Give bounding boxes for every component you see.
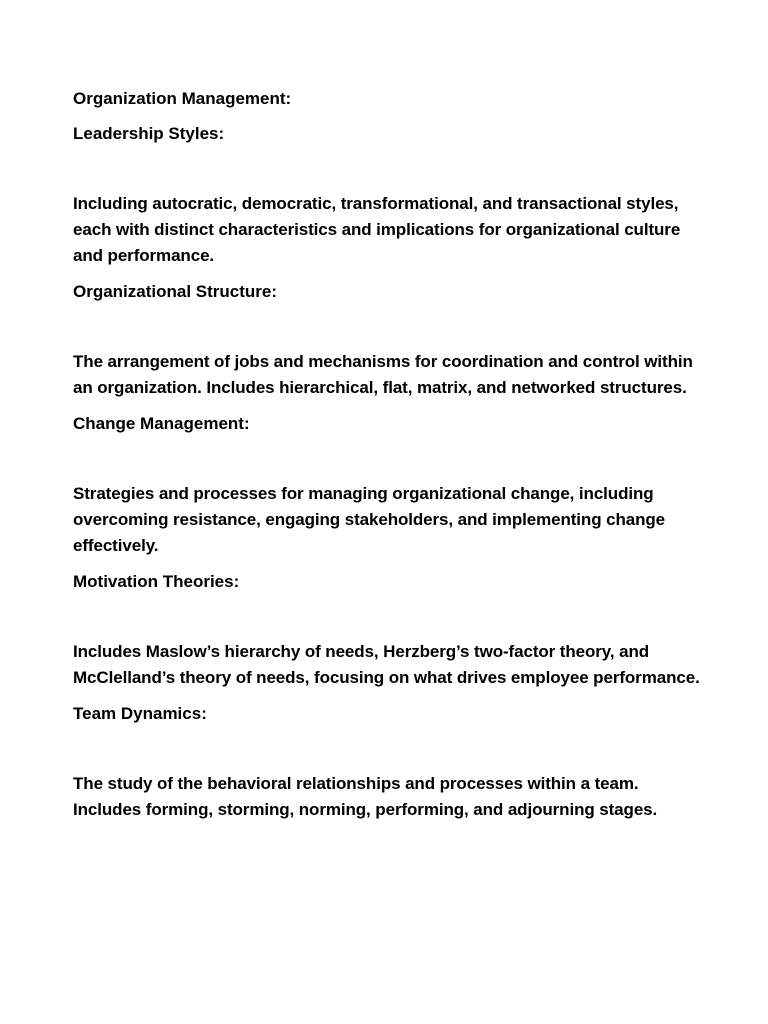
document-body bbox=[73, 86, 703, 833]
section-heading: Leadership Styles: bbox=[73, 124, 225, 143]
section-heading: Team Dynamics: bbox=[73, 704, 207, 723]
section-text: The study of the behavioral relationships and processes within a team. Includes forming, storming, norming, performing, and adjourning stages. bbox=[73, 774, 658, 819]
section-heading: Change Management: bbox=[73, 414, 250, 433]
document-title: Organization Management: bbox=[73, 89, 292, 108]
section-leadership-styles bbox=[73, 121, 703, 269]
section-text: Strategies and processes for managing organizational change, including overcoming resistance, engaging stakeholders, and implementing change effectively. bbox=[73, 484, 666, 555]
section-heading: Organizational Structure: bbox=[73, 282, 278, 301]
section-change-management bbox=[73, 411, 703, 559]
section-text: The arrangement of jobs and mechanisms for coordination and control within an organization. Includes hierarchical, flat, matrix, and networked structures. bbox=[73, 352, 693, 397]
section-text: Including autocratic, democratic, transformational, and transactional styles, each with distinct characteristics and implications for organizational culture and performance. bbox=[73, 194, 681, 265]
section-text: Includes Maslow’s hierarchy of needs, Herzberg’s two-factor theory, and McClelland’s theory of needs, focusing on what drives employee performance. bbox=[73, 642, 700, 687]
section-team-dynamics bbox=[73, 701, 703, 823]
section-heading: Motivation Theories: bbox=[73, 572, 240, 591]
section-organizational-structure bbox=[73, 279, 703, 401]
section-motivation-theories bbox=[73, 569, 703, 691]
